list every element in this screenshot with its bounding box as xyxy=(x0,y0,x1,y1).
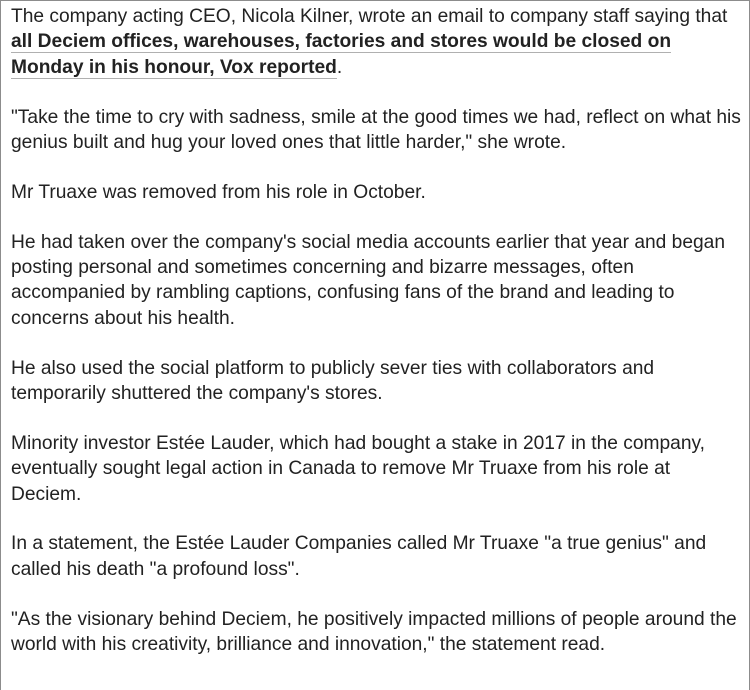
paragraph-sever-ties: He also used the social platform to publicly sever ties with collaborators and temporarily shuttered the company's stores. xyxy=(11,357,655,405)
paragraph-estee-lauder-investor: Minority investor Estée Lauder, which had bought a stake in 2017 in the company, eventually sought legal action in Canada to remove Mr Truaxe from his role at Deciem. xyxy=(11,432,706,505)
article-body xyxy=(1,1,749,657)
paragraph-social-media: He had taken over the company's social media accounts earlier that year and began posting personal and sometimes concerning and bizarre messages, often accompanied by rambling captions, confusing fans of the brand and leading to concerns about his health. xyxy=(11,231,726,329)
paragraph-ceo-email-end: . xyxy=(336,56,343,78)
vox-report-link[interactable]: all Deciem offices, warehouses, factories and stores would be closed on Monday in his honour, Vox reported xyxy=(11,31,672,78)
paragraph-removed-october: Mr Truaxe was removed from his role in October. xyxy=(11,181,426,203)
paragraph-visionary-quote: "As the visionary behind Deciem, he positively impacted millions of people around the world with his creativity, brilliance and innovation," the statement read. xyxy=(11,608,737,656)
paragraph-estee-lauder-statement: In a statement, the Estée Lauder Companies called Mr Truaxe "a true genius" and called his death "a profound loss". xyxy=(11,533,707,580)
paragraph-ceo-email-text: The company acting CEO, Nicola Kilner, wrote an email to company staff saying that xyxy=(11,6,728,27)
paragraph-quote-kilner: "Take the time to cry with sadness, smile at the good times we had, reflect on what his genius built and hug your loved ones that little harder," she wrote. xyxy=(11,106,741,154)
paragraph-ceo-email xyxy=(11,4,741,80)
